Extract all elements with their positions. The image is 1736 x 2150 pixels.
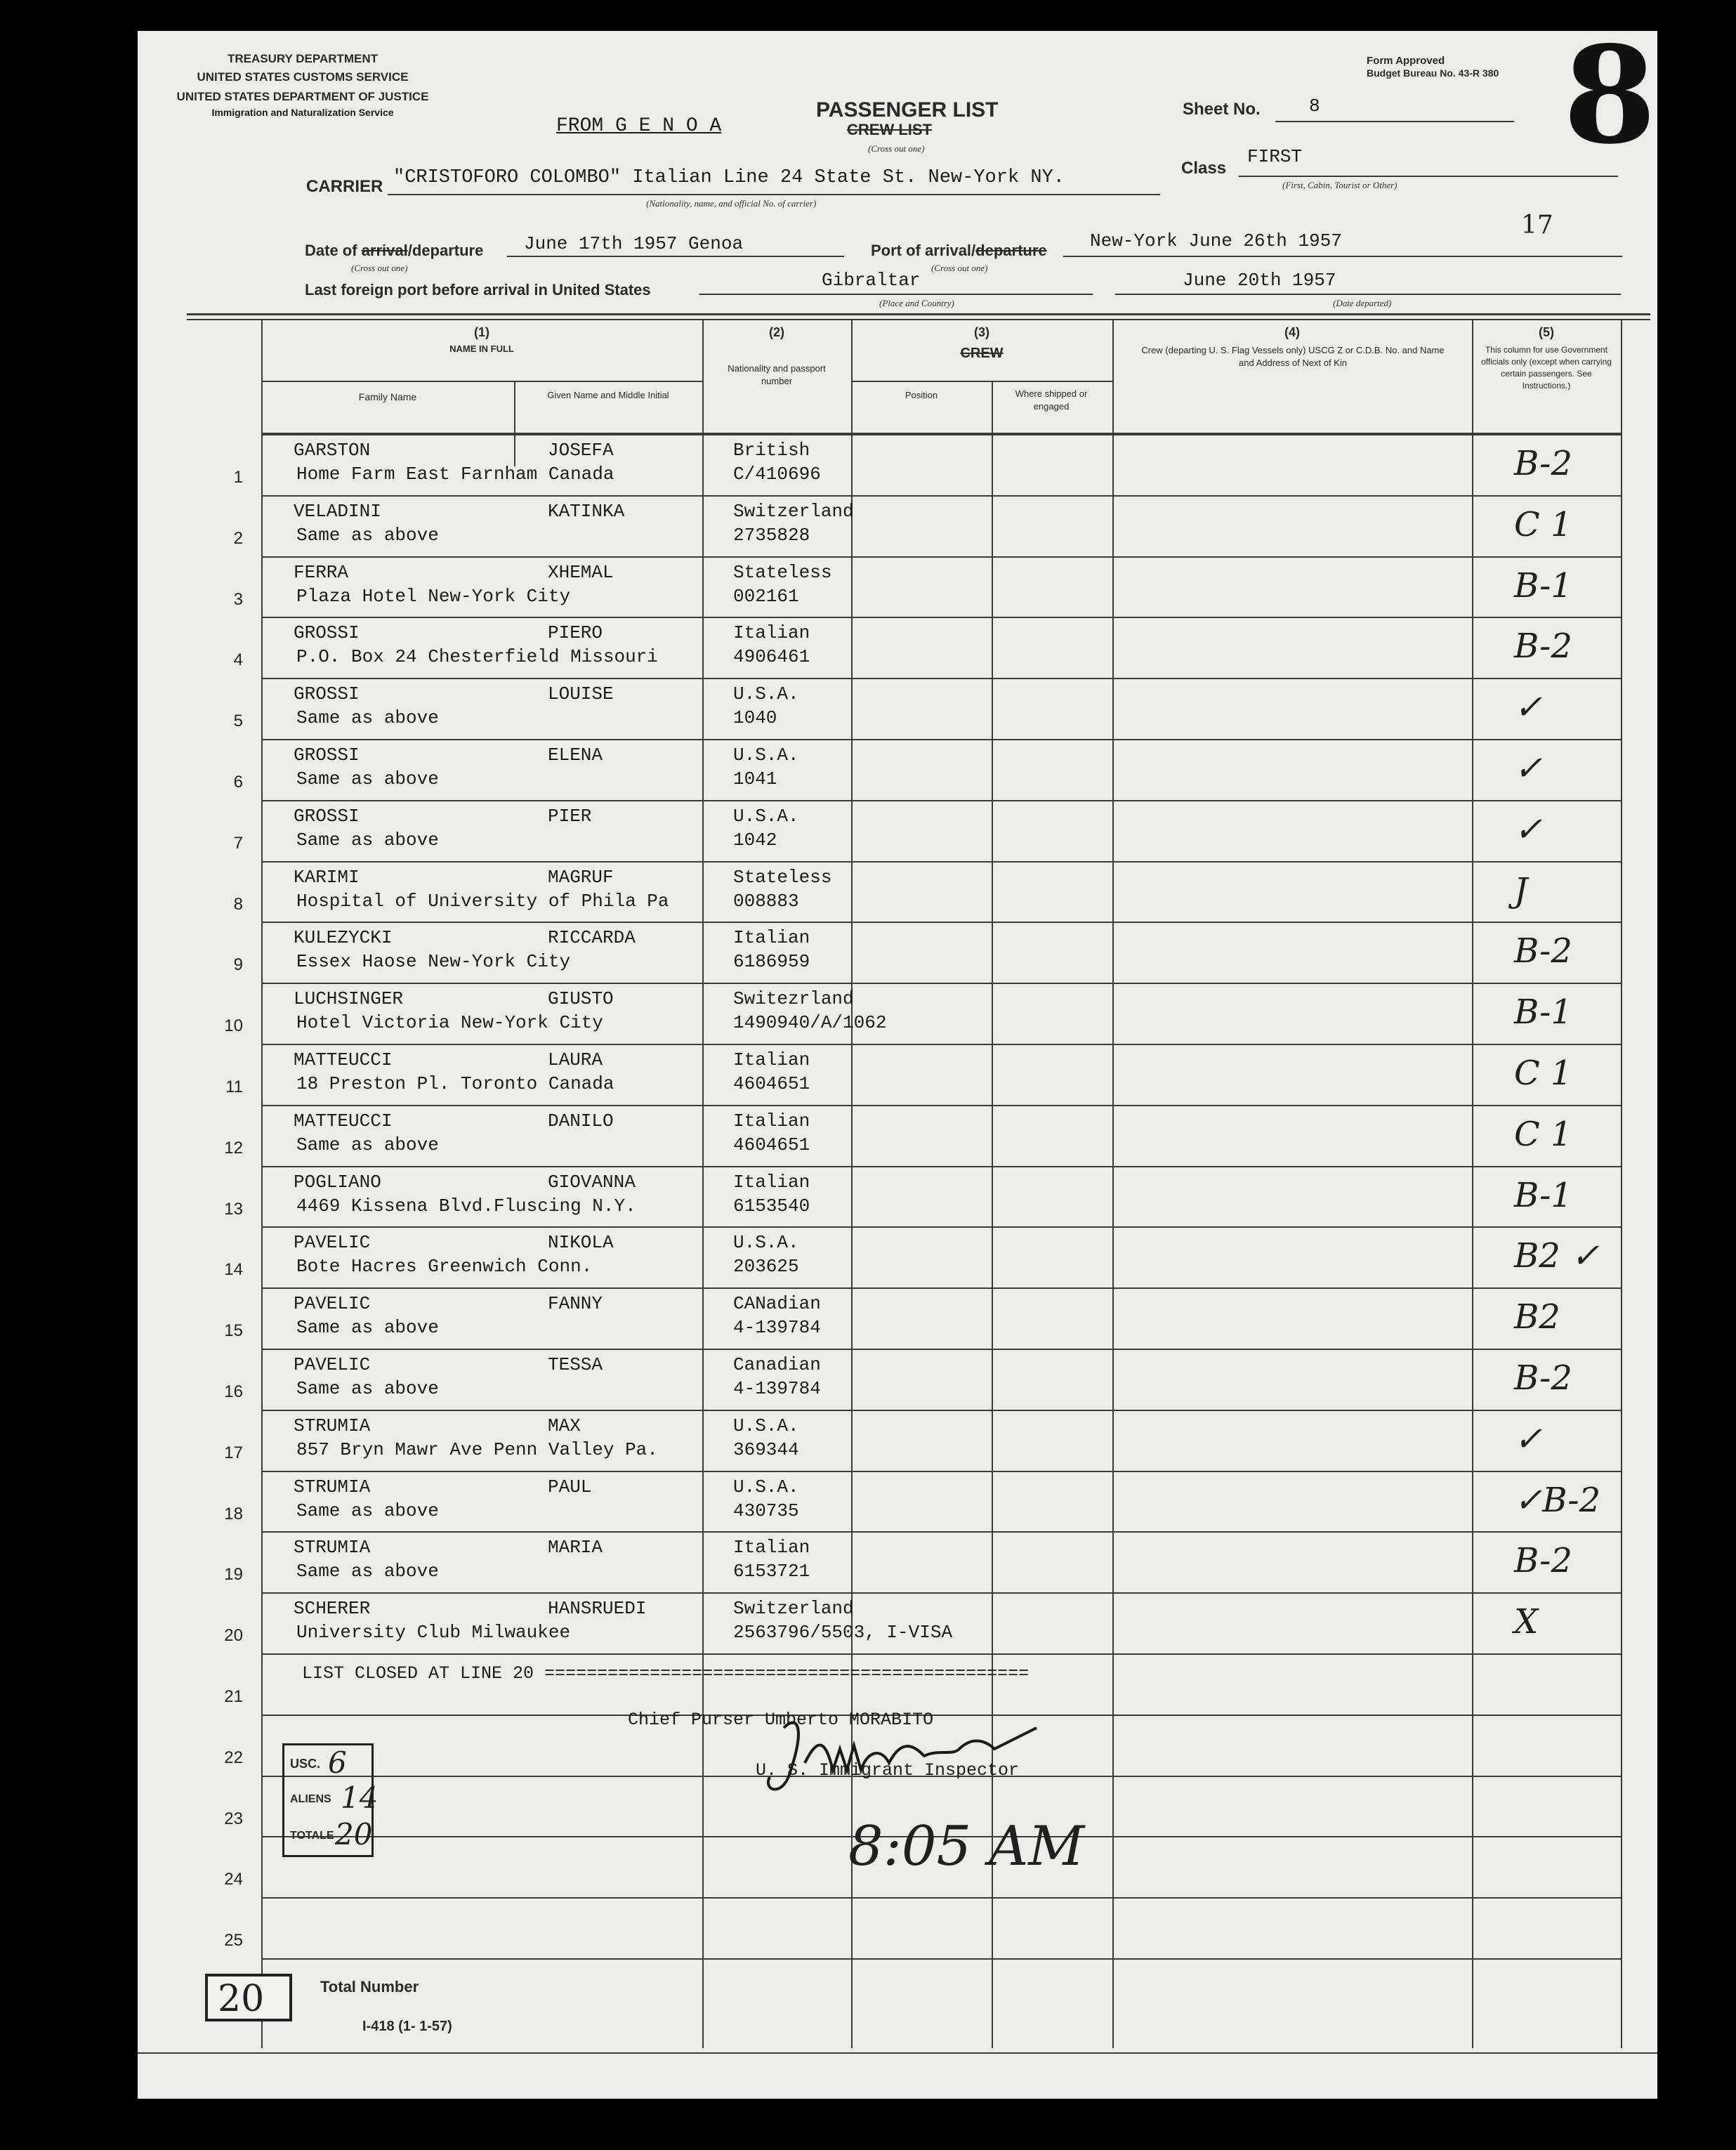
- class-label: Class: [1181, 159, 1227, 178]
- row-number: 20: [224, 1626, 243, 1646]
- carrier-label: CARRIER: [306, 177, 383, 196]
- family-name: LUCHSINGER: [294, 988, 404, 1010]
- given-name: DANILO: [548, 1110, 614, 1132]
- family-name: MATTEUCCI: [294, 1049, 393, 1070]
- nationality: Italian: [733, 1049, 810, 1070]
- official-mark: C 1: [1514, 1054, 1572, 1093]
- address: Same as above: [296, 768, 439, 789]
- class-value: FIRST: [1247, 146, 1303, 167]
- inspector-signature: [756, 1707, 1051, 1819]
- official-mark: B-1: [1514, 1175, 1572, 1215]
- given-name: TESSA: [548, 1354, 603, 1375]
- row-number: 13: [224, 1199, 243, 1219]
- form-approved: Form Approved: [1367, 55, 1445, 67]
- row-number: 5: [233, 712, 243, 731]
- family-name: STRUMIA: [294, 1476, 371, 1497]
- address: Hospital of University of Phila Pa: [296, 890, 669, 912]
- nationality: Switezrland: [733, 988, 854, 1010]
- row-number: 18: [224, 1504, 243, 1523]
- family-name: STRUMIA: [294, 1537, 371, 1559]
- row-number: 2: [233, 528, 243, 548]
- col3-where-shipped: Where shipped or engaged: [1015, 388, 1088, 412]
- chief-purser: Chief Purser Umberto MORABITO: [628, 1710, 934, 1730]
- nationality: Switzerland: [733, 1598, 854, 1620]
- official-mark: B-2: [1514, 627, 1572, 667]
- agency-line-3: UNITED STATES DEPARTMENT OF JUSTICE: [176, 90, 429, 103]
- nationality: U.S.A.: [733, 805, 799, 827]
- crew-list-title: CREW LIST: [847, 121, 932, 138]
- agency-line-2: UNITED STATES CUSTOMS SERVICE: [197, 70, 409, 84]
- passport-number: 002161: [733, 585, 799, 607]
- passport-number: 4906461: [733, 646, 810, 668]
- family-name: FERRA: [294, 561, 349, 583]
- nationality: Italian: [733, 1171, 810, 1193]
- official-mark: B-2: [1514, 1358, 1572, 1398]
- list-title: PASSENGER LIST: [816, 98, 999, 122]
- usc-value: 6: [328, 1745, 347, 1780]
- sheet-number: 8: [1309, 96, 1320, 117]
- official-mark: ✓: [1514, 749, 1543, 788]
- given-name: LAURA: [548, 1049, 603, 1070]
- official-mark: B2: [1514, 1297, 1560, 1337]
- port-note: (Cross out one): [931, 263, 988, 273]
- given-name: LOUISE: [548, 683, 614, 705]
- nationality: British: [733, 440, 810, 461]
- given-name: ELENA: [548, 745, 603, 766]
- passport-number: 6153721: [733, 1561, 810, 1582]
- budget-bureau: Budget Bureau No. 43-R 380: [1367, 67, 1499, 79]
- nationality: Italian: [733, 1537, 810, 1559]
- address: Same as above: [296, 707, 439, 729]
- given-name: NIKOLA: [548, 1232, 614, 1254]
- passport-number: 203625: [733, 1256, 799, 1278]
- row-number: 14: [224, 1260, 243, 1280]
- given-name: MAGRUF: [548, 866, 614, 888]
- sheet-label: Sheet No.: [1183, 100, 1261, 119]
- passport-number: 4-139784: [733, 1317, 821, 1339]
- address: Same as above: [296, 1561, 439, 1582]
- row-number: 1: [233, 468, 243, 487]
- address: Hotel Victoria New-York City: [296, 1012, 603, 1034]
- given-name: PIERO: [548, 622, 603, 644]
- title-note: (Cross out one): [868, 143, 925, 154]
- nationality: Canadian: [733, 1354, 821, 1375]
- official-mark: B-1: [1514, 565, 1572, 605]
- agency-line-1: TREASURY DEPARTMENT: [227, 52, 379, 65]
- row-number: 8: [233, 894, 243, 914]
- nationality: U.S.A.: [733, 1232, 799, 1254]
- official-mark: B-2: [1514, 1541, 1572, 1581]
- row-number: 16: [224, 1382, 243, 1401]
- family-name: GARSTON: [294, 440, 371, 461]
- last-port-value: Gibraltar: [822, 270, 921, 291]
- row-number: 23: [224, 1809, 243, 1828]
- official-mark: ✓: [1514, 688, 1543, 728]
- nationality: Stateless: [733, 561, 832, 583]
- agency-line-4: Immigration and Naturalization Service: [211, 107, 394, 118]
- row-number: 3: [233, 589, 243, 609]
- col1-given-name: Given Name and Middle Initial: [547, 390, 669, 400]
- date-value: June 17th 1957 Genoa: [524, 233, 744, 254]
- address: 18 Preston Pl. Toronto Canada: [296, 1073, 614, 1094]
- family-name: GROSSI: [294, 622, 360, 644]
- last-port-date-note: (Date departed): [1333, 298, 1392, 308]
- row-number: 24: [224, 1870, 243, 1889]
- passport-number: 4-139784: [733, 1378, 821, 1399]
- list-closed-line: LIST CLOSED AT LINE 20 ==============================================: [302, 1663, 1030, 1684]
- address: Same as above: [296, 829, 439, 851]
- usc-label: USC.: [290, 1757, 321, 1771]
- col2-title: Nationality and passport number: [728, 363, 826, 386]
- inspector-label: U. S. Immigrant Inspector: [756, 1760, 1020, 1781]
- time-stamp: 8:05 AM: [848, 1815, 1085, 1878]
- nationality: Switzerland: [733, 500, 854, 522]
- date-note: (Cross out one): [351, 263, 408, 273]
- col4-number: (4): [1284, 325, 1300, 339]
- row-number: 19: [224, 1565, 243, 1585]
- passport-number: 1490940/A/1062: [733, 1012, 887, 1034]
- official-mark: B-2: [1514, 931, 1572, 971]
- given-name: FANNY: [548, 1293, 603, 1315]
- col1-title: NAME IN FULL: [449, 343, 514, 354]
- passport-number: 6186959: [733, 951, 810, 973]
- aliens-label: ALIENS: [290, 1793, 331, 1805]
- last-port-date: June 20th 1957: [1183, 270, 1336, 291]
- row-number: 17: [224, 1443, 243, 1462]
- row-number: 4: [233, 650, 243, 670]
- class-note: (First, Cabin, Tourist or Other): [1282, 180, 1398, 190]
- address: Same as above: [296, 1134, 439, 1155]
- passport-number: C/410696: [733, 464, 821, 485]
- col2-number: (2): [769, 325, 784, 339]
- passport-number: 369344: [733, 1438, 799, 1460]
- col5-number: (5): [1539, 325, 1554, 339]
- official-mark: ✓: [1514, 1419, 1543, 1459]
- passport-number: 6153540: [733, 1195, 810, 1217]
- total-number-value: 20: [218, 1978, 265, 2020]
- given-name: HANSRUEDI: [548, 1598, 647, 1620]
- address: Same as above: [296, 1500, 439, 1521]
- family-name: KULEZYCKI: [294, 927, 393, 949]
- official-mark: C 1: [1514, 504, 1572, 544]
- col3-number: (3): [974, 325, 989, 339]
- family-name: STRUMIA: [294, 1415, 371, 1436]
- address: University Club Milwaukee: [296, 1622, 571, 1644]
- row-number: 25: [224, 1931, 243, 1951]
- passport-number: 4604651: [733, 1134, 810, 1155]
- family-name: PAVELIC: [294, 1354, 371, 1375]
- family-name: GROSSI: [294, 745, 360, 766]
- nationality: Stateless: [733, 866, 832, 888]
- date-label: Date of arrival/departure: [305, 242, 484, 259]
- col1-family-name: Family Name: [358, 391, 417, 402]
- carrier-note: (Nationality, name, and official No. of carrier): [646, 198, 817, 209]
- row-number: 6: [233, 773, 243, 792]
- row-number: 11: [225, 1077, 243, 1096]
- row-number: 15: [224, 1321, 243, 1341]
- passport-number: 008883: [733, 890, 799, 912]
- family-name: KARIMI: [294, 866, 360, 888]
- family-name: POGLIANO: [294, 1171, 381, 1193]
- official-mark: ✓: [1514, 809, 1543, 849]
- address: Bote Hacres Greenwich Conn.: [296, 1256, 593, 1278]
- given-name: RICCARDA: [548, 927, 636, 949]
- address: Essex Haose New-York City: [296, 951, 571, 973]
- official-mark: C 1: [1514, 1114, 1572, 1154]
- passport-number: 1041: [733, 768, 777, 789]
- given-name: KATINKA: [548, 500, 625, 522]
- col1-number: (1): [474, 325, 489, 339]
- aliens-value: 14: [341, 1781, 379, 1815]
- address: Same as above: [296, 1378, 439, 1399]
- address: Plaza Hotel New-York City: [296, 585, 571, 607]
- handwritten-17: 17: [1521, 211, 1553, 240]
- nationality: U.S.A.: [733, 683, 799, 705]
- row-number: 7: [233, 833, 243, 853]
- address: 857 Bryn Mawr Ave Penn Valley Pa.: [296, 1438, 658, 1460]
- nationality: Italian: [733, 927, 810, 949]
- passport-number: 4604651: [733, 1073, 810, 1094]
- passport-number: 1040: [733, 707, 777, 729]
- last-port-label: Last foreign port before arrival in United States: [305, 281, 651, 299]
- given-name: GIOVANNA: [548, 1171, 636, 1193]
- official-mark: B-1: [1514, 992, 1572, 1033]
- family-name: VELADINI: [294, 500, 381, 522]
- last-port-note: (Place and Country): [879, 298, 954, 308]
- row-number: 9: [233, 955, 243, 975]
- col4-title: Crew (departing U. S. Flag Vessels only) USCG Z or C.D.B. No. and Name and Address of Next of Kin: [1141, 345, 1445, 368]
- given-name: MARIA: [548, 1537, 603, 1559]
- form-number: I-418 (1- 1-57): [362, 2019, 452, 2034]
- row-number: 21: [224, 1687, 243, 1706]
- family-name: SCHERER: [294, 1598, 371, 1620]
- passport-number: 430735: [733, 1500, 799, 1521]
- address: Same as above: [296, 1317, 439, 1339]
- passport-number: 2735828: [733, 524, 810, 546]
- family-name: MATTEUCCI: [294, 1110, 393, 1132]
- col3-position: Position: [905, 390, 938, 400]
- nationality: U.S.A.: [733, 745, 799, 766]
- port-label: Port of arrival/departure: [871, 242, 1047, 259]
- address: Home Farm East Farnham Canada: [296, 464, 614, 485]
- nationality: Italian: [733, 622, 810, 644]
- total-value: 20: [335, 1817, 373, 1851]
- family-name: PAVELIC: [294, 1232, 371, 1254]
- col5-title: This column for use Government officials only (except when carrying certain passengers. See Instructions.): [1481, 345, 1612, 391]
- passenger-list-sheet: [138, 17, 1657, 2099]
- col3-title: CREW: [960, 346, 1004, 361]
- family-name: GROSSI: [294, 805, 360, 827]
- family-name: PAVELIC: [294, 1293, 371, 1315]
- given-name: PAUL: [548, 1476, 592, 1497]
- port-value: New-York June 26th 1957: [1090, 230, 1342, 251]
- given-name: MAX: [548, 1415, 581, 1436]
- address: Same as above: [296, 524, 439, 546]
- from-port: FROM G E N O A: [556, 115, 722, 137]
- given-name: PIER: [548, 805, 592, 827]
- passport-number: 2563796/5503, I-VISA: [733, 1622, 953, 1644]
- address: P.O. Box 24 Chesterfield Missouri: [296, 646, 658, 668]
- row-number: 22: [224, 1748, 243, 1767]
- given-name: GIUSTO: [548, 988, 614, 1010]
- official-mark: B2 ✓: [1514, 1236, 1600, 1276]
- row-number: 10: [224, 1016, 243, 1036]
- given-name: JOSEFA: [548, 440, 614, 461]
- carrier-value: "CRISTOFORO COLOMBO" Italian Line 24 State St. New-York NY.: [393, 167, 1065, 188]
- official-mark: J: [1514, 870, 1528, 910]
- sheet-number-large: 8: [1563, 17, 1657, 173]
- official-mark: X: [1514, 1602, 1539, 1642]
- nationality: U.S.A.: [733, 1476, 799, 1497]
- given-name: XHEMAL: [548, 561, 614, 583]
- row-number: 12: [224, 1138, 243, 1158]
- family-name: GROSSI: [294, 683, 360, 705]
- total-label: TOTALE: [290, 1830, 334, 1842]
- address: 4469 Kissena Blvd.Fluscing N.Y.: [296, 1195, 636, 1217]
- nationality: U.S.A.: [733, 1415, 799, 1436]
- official-mark: B-2: [1514, 444, 1572, 483]
- total-number-box: [205, 1974, 292, 2021]
- total-number-label: Total Number: [320, 1978, 419, 1995]
- passport-number: 1042: [733, 829, 777, 851]
- nationality: Italian: [733, 1110, 810, 1132]
- official-mark: ✓B-2: [1514, 1480, 1601, 1520]
- counts-box: [282, 1743, 379, 1857]
- nationality: CANadian: [733, 1293, 821, 1315]
